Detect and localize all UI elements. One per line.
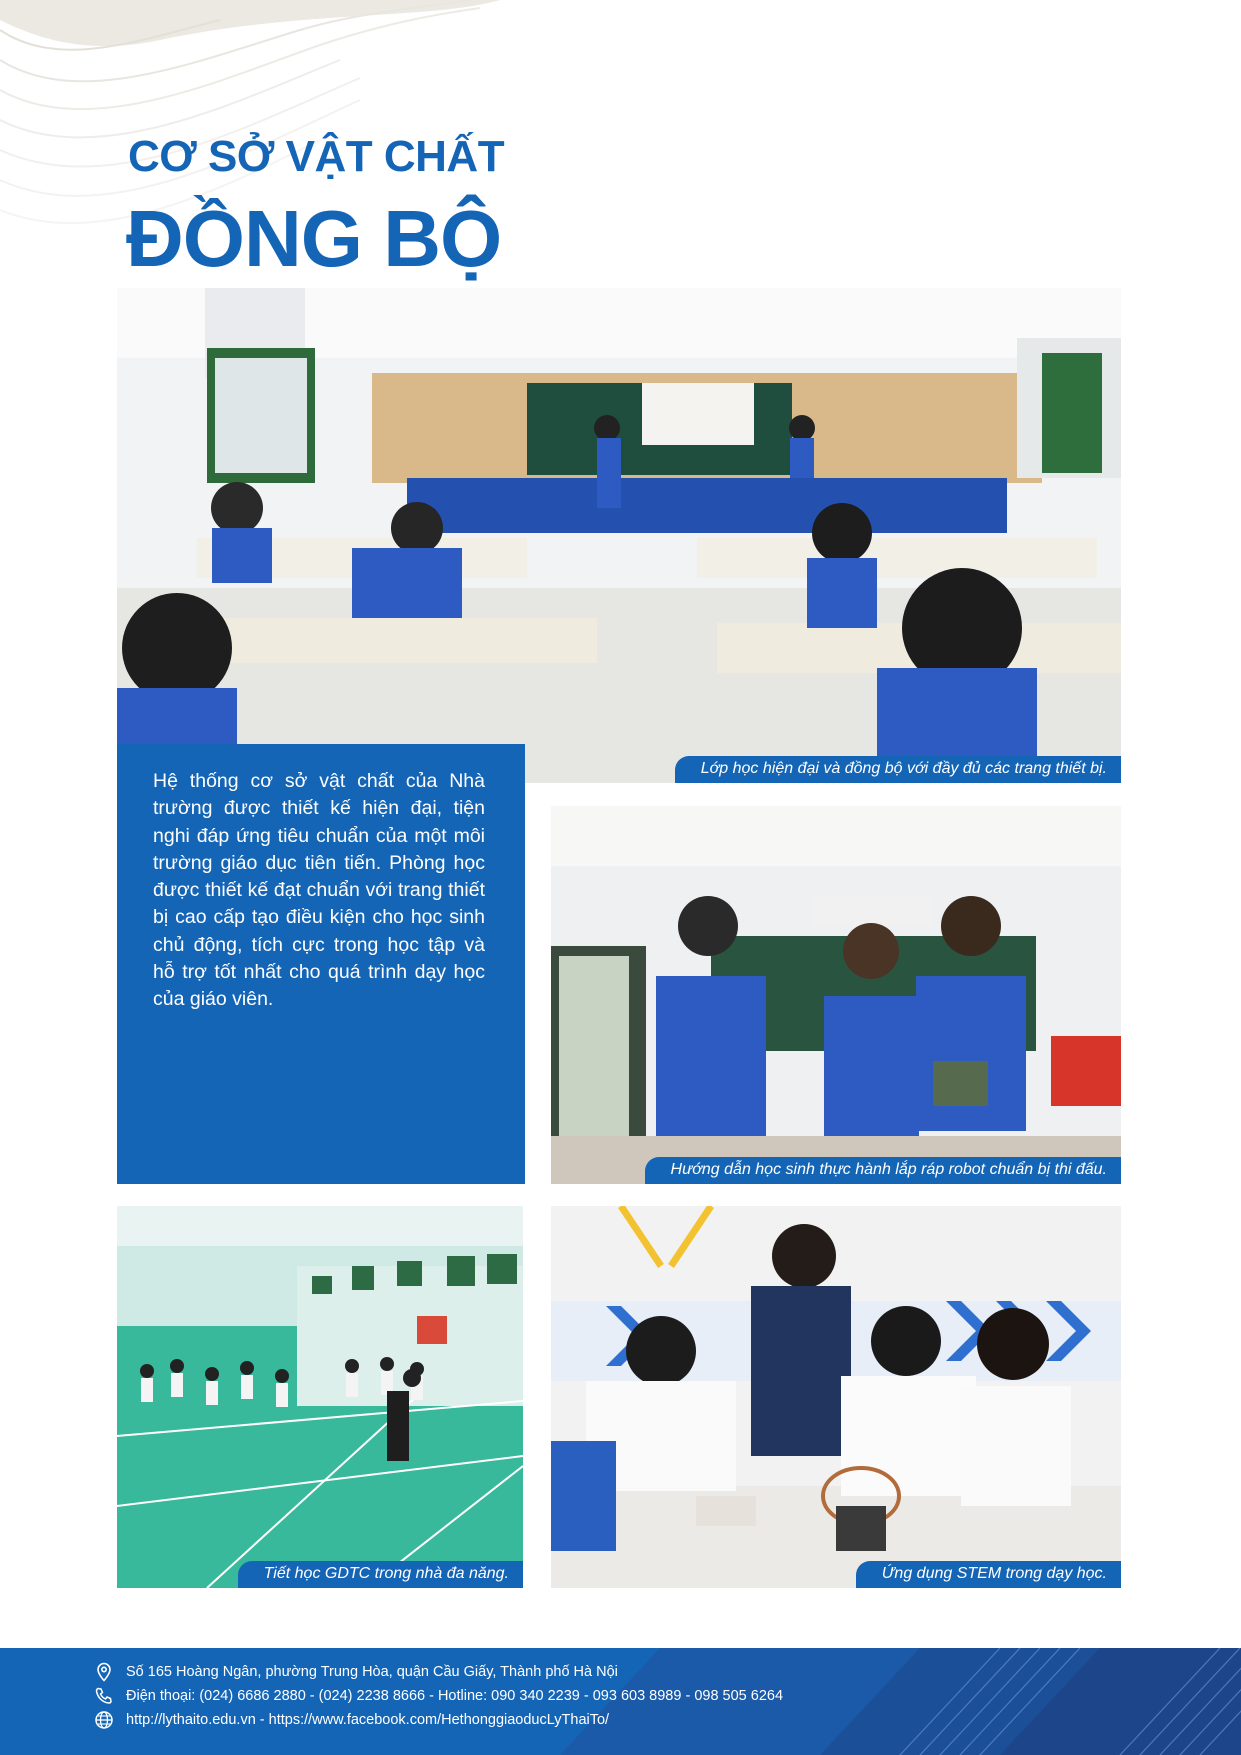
footer xyxy=(0,1648,1241,1755)
photo-caption: Ứng dụng STEM trong dạy học. xyxy=(856,1561,1121,1588)
footer-address-row xyxy=(94,1662,618,1682)
photo-caption: Lớp học hiện đại và đồng bộ với đầy đủ các trang thiết bị. xyxy=(675,756,1121,783)
globe-icon xyxy=(94,1710,114,1730)
photo-sports-hall xyxy=(117,1206,523,1588)
footer-web-link[interactable]: http://lythaito.edu.vn - https://www.facebook.com/HethonggiaoducLyThaiTo/ xyxy=(126,1712,610,1728)
photo-classroom xyxy=(117,288,1121,783)
footer-phone-row xyxy=(94,1686,783,1706)
footer-phone: Điện thoại: (024) 6686 2880 - (024) 2238 8666 - Hotline: 090 340 2239 - 093 603 8989 - 098 505 6264 xyxy=(126,1688,784,1704)
intro-textbox xyxy=(117,744,525,1184)
footer-address: Số 165 Hoàng Ngân, phường Trung Hòa, quận Cầu Giấy, Thành phố Hà Nội xyxy=(126,1664,618,1680)
location-pin-icon xyxy=(94,1662,114,1682)
photo-robot-lab xyxy=(551,806,1121,1184)
photo-caption: Hướng dẫn học sinh thực hành lắp ráp robot chuẩn bị thi đấu. xyxy=(645,1157,1121,1184)
page-title-line2: ĐỒNG BỘ xyxy=(126,194,502,283)
intro-paragraph: Hệ thống cơ sở vật chất của Nhà trường được thiết kế hiện đại, tiện nghi đáp ứng tiêu chuẩn của một môi trường giáo dục tiên tiến. Phòng học được thiết kế đạt chuẩn với trang thiết bị cao cấp tạo điều kiện cho học sinh chủ động, tích cực trong học tập và hỗ trợ tốt nhất cho quá trình dạy học của giáo viên. xyxy=(153,770,485,1011)
photo-caption: Tiết học GDTC trong nhà đa năng. xyxy=(238,1561,523,1588)
footer-web-row xyxy=(94,1710,609,1730)
phone-icon xyxy=(94,1686,114,1706)
photo-stem-class xyxy=(551,1206,1121,1588)
page-title-line1: CƠ SỞ VẬT CHẤT xyxy=(128,132,505,181)
